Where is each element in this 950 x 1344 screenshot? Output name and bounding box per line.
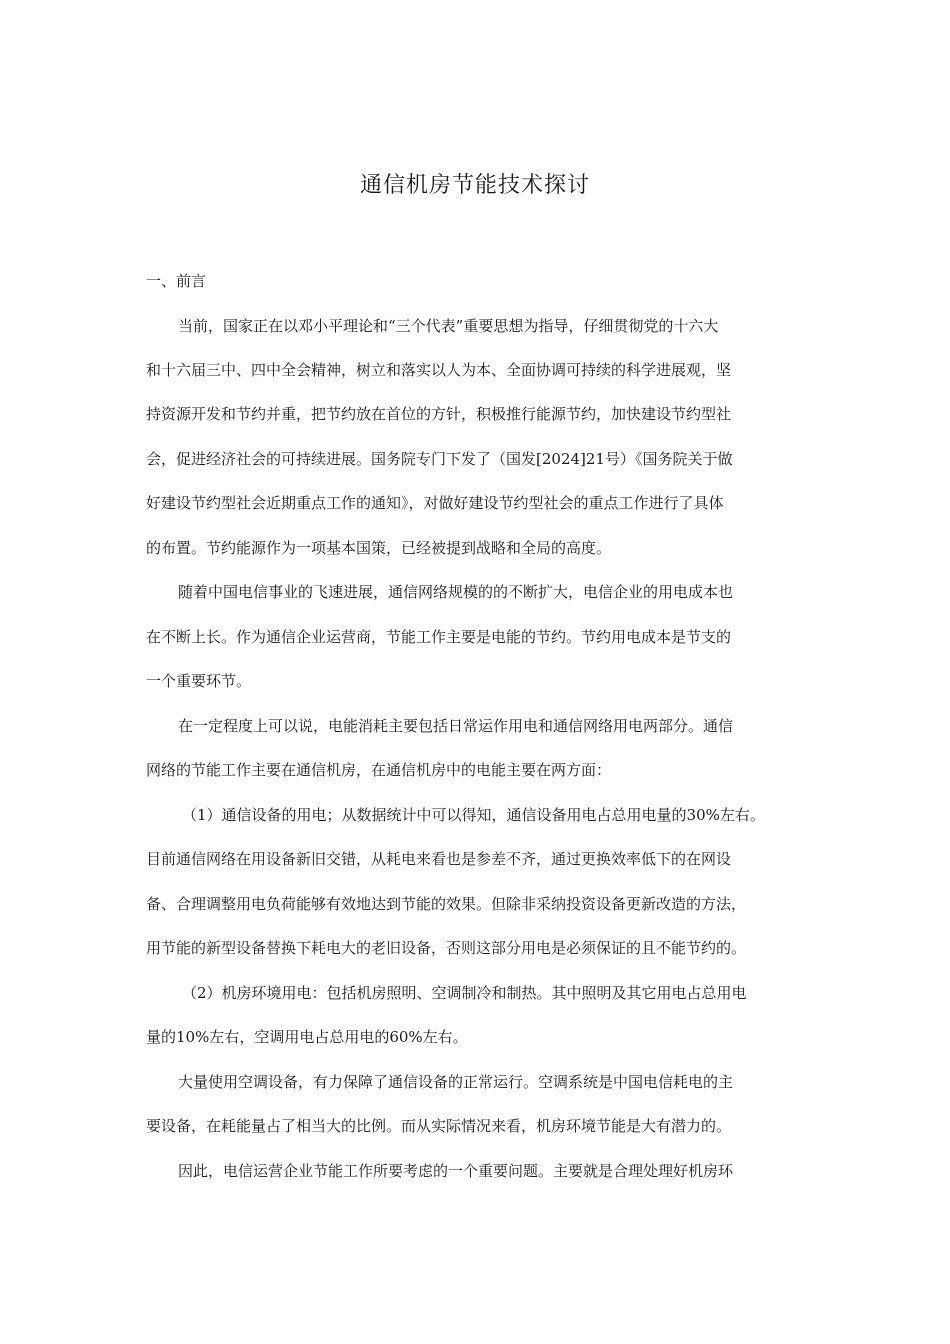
paragraph-3-line-1: 在一定程度上可以说，电能消耗主要包括日常运作用电和通信网络用电两部分。通信 [178, 717, 734, 735]
section-heading-preface: 一、前言 [146, 272, 207, 290]
paragraph-7-line-1: 因此，电信运营企业节能工作所要考虑的一个重要问题。主要就是合理处理好机房环 [178, 1162, 734, 1180]
paragraph-5-line-1: （2）机房环境用电：包括机房照明、空调制冷和制热。其中照明及其它用电占总用电 [182, 984, 747, 1002]
paragraph-1-line-3: 持资源开发和节约并重，把节约放在首位的方针，积极推行能源节约，加快建设节约型社 [146, 405, 732, 423]
paragraph-1-line-4: 会，促进经济社会的可持续进展。国务院专门下发了（国发[2024]21号）《国务院关于做 [146, 450, 733, 468]
paragraph-1-line-2: 和十六届三中、四中全会精神，树立和落实以人为本、全面协调可持续的科学进展观，坚 [146, 361, 732, 379]
paragraph-5-line-2: 量的10%左右，空调用电占总用电的60%左右。 [146, 1028, 468, 1046]
paragraph-4-line-1: （1）通信设备的用电；从数据统计中可以得知，通信设备用电占总用电量的30%左右。 [182, 806, 765, 824]
paragraph-6-line-1: 大量使用空调设备，有力保障了通信设备的正常运行。空调系统是中国电信耗电的主 [178, 1073, 734, 1091]
paragraph-2-line-3: 一个重要环节。 [146, 672, 252, 690]
paragraph-4-line-4: 用节能的新型设备替换下耗电大的老旧设备，否则这部分用电是必须保证的且不能节约的。 [146, 939, 747, 957]
paragraph-3-line-2: 网络的节能工作主要在通信机房，在通信机房中的电能主要在两方面： [146, 761, 612, 779]
document-title: 通信机房节能技术探讨 [359, 173, 590, 198]
paragraph-2-line-1: 随着中国电信事业的飞速进展，通信网络规模的的不断扩大，电信企业的用电成本也 [178, 583, 734, 601]
paragraph-1-line-5: 好建设节约型社会近期重点工作的通知》，对做好建设节约型社会的重点工作进行了具体 [146, 494, 724, 512]
paragraph-1-line-6: 的布置。节约能源作为一项基本国策，已经被提到战略和全局的高度。 [146, 539, 612, 557]
paragraph-2-line-2: 在不断上长。作为通信企业运营商，节能工作主要是电能的节约。节约用电成本是节支的 [146, 628, 732, 646]
paragraph-1-line-1: 当前，国家正在以邓小平理论和“三个代表”重要思想为指导，仔细贯彻党的十六大 [178, 317, 719, 335]
paragraph-4-line-3: 备、合理调整用电负荷能够有效地达到节能的效果。但除非采纳投资设备更新改造的方法， [146, 895, 747, 913]
paragraph-4-line-2: 目前通信网络在用设备新旧交错，从耗电来看也是参差不齐，通过更换效率低下的在网设 [146, 850, 732, 868]
paragraph-6-line-2: 要设备，在耗能量占了相当大的比例。而从实际情况来看，机房环境节能是大有潜力的。 [146, 1117, 732, 1135]
